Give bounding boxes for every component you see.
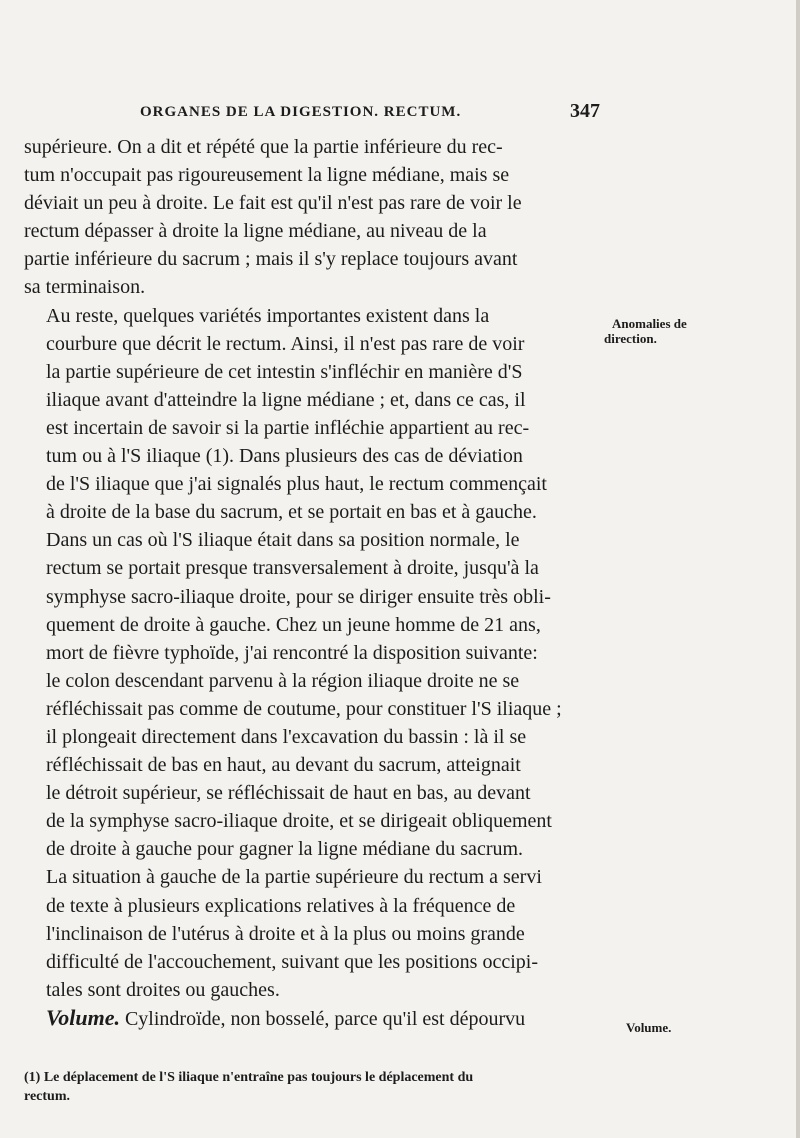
paragraph-2 bbox=[24, 302, 604, 1004]
footnote-line-2: rectum. bbox=[24, 1089, 70, 1104]
text-line: tales sont droites ou gauches. bbox=[46, 978, 280, 1001]
text-line: réfléchissait de bas en haut, au devant du sacrum, atteignait bbox=[46, 754, 521, 777]
page-number: 347 bbox=[570, 100, 600, 122]
text-line: mort de fièvre typhoïde, j'ai rencontré la disposition suivante: bbox=[46, 641, 538, 664]
text-line: Dans un cas où l'S iliaque était dans sa position normale, le bbox=[46, 529, 520, 552]
main-text bbox=[24, 133, 604, 1033]
margin-note-volume: Volume. bbox=[626, 1020, 672, 1035]
text-line: symphyse sacro-iliaque droite, pour se diriger ensuite très obli- bbox=[46, 585, 551, 608]
text-line: déviait un peu à droite. Le fait est qu'il n'est pas rare de voir le bbox=[24, 192, 522, 215]
text-line: le détroit supérieur, se réfléchissait de haut en bas, au devant bbox=[46, 782, 531, 805]
text-line: iliaque avant d'atteindre la ligne médiane ; et, dans ce cas, il bbox=[46, 388, 526, 411]
header-title: ORGANES DE LA DIGESTION. RECTUM. bbox=[140, 104, 462, 120]
text-line: sa terminaison. bbox=[24, 276, 146, 299]
page-edge bbox=[796, 0, 800, 1138]
text-line: partie inférieure du sacrum ; mais il s'y replace toujours avant bbox=[24, 248, 518, 271]
margin-note-anomalies bbox=[604, 316, 722, 346]
text-line: courbure que décrit le rectum. Ainsi, il n'est pas rare de voir bbox=[46, 332, 525, 355]
footnote-line-1: (1) Le déplacement de l'S iliaque n'entraîne pas toujours le déplacement du bbox=[24, 1070, 474, 1085]
text-line: réfléchissait pas comme de coutume, pour constituer l'S iliaque ; bbox=[46, 697, 562, 720]
text-line: la partie supérieure de cet intestin s'infléchir en manière d'S bbox=[46, 360, 523, 383]
text-line: de la symphyse sacro-iliaque droite, et se dirigeait obliquement bbox=[46, 810, 552, 833]
text-line: difficulté de l'accouchement, suivant que les positions occipi- bbox=[46, 950, 538, 973]
text-line: il plongeait directement dans l'excavation du bassin : là il se bbox=[46, 725, 527, 748]
text-line: La situation à gauche de la partie supérieure du rectum a servi bbox=[46, 866, 542, 889]
text-line: est incertain de savoir si la partie infléchie appartient au rec- bbox=[46, 416, 530, 439]
text-line: l'inclinaison de l'utérus à droite et à la plus ou moins grande bbox=[46, 922, 525, 945]
paragraph-3 bbox=[24, 1004, 604, 1033]
footnote bbox=[24, 1068, 604, 1106]
text-line: supérieure. On a dit et répété que la partie inférieure du rec- bbox=[24, 136, 503, 158]
text-line: Au reste, quelques variétés importantes existent dans la bbox=[46, 304, 490, 327]
running-header bbox=[140, 100, 600, 128]
text-line: de l'S iliaque que j'ai signalés plus haut, le rectum commençait bbox=[46, 473, 547, 496]
paragraph-1 bbox=[24, 133, 604, 302]
volume-text: Cylindroïde, non bosselé, parce qu'il est dépourvu bbox=[119, 1007, 526, 1030]
text-line: tum n'occupait pas rigoureusement la ligne médiane, mais se bbox=[24, 164, 510, 187]
text-line: à droite de la base du sacrum, et se portait en bas et à gauche. bbox=[46, 501, 537, 524]
text-line: rectum se portait presque transversalement à droite, jusqu'à la bbox=[46, 557, 539, 580]
text-line: de texte à plusieurs explications relatives à la fréquence de bbox=[46, 894, 516, 917]
text-line: quement de droite à gauche. Chez un jeune homme de 21 ans, bbox=[46, 613, 541, 636]
margin-note-anomalies-line2: direction. bbox=[604, 331, 657, 346]
text-line: tum ou à l'S iliaque (1). Dans plusieurs des cas de déviation bbox=[46, 445, 523, 468]
text-line: de droite à gauche pour gagner la ligne médiane du sacrum. bbox=[46, 838, 524, 861]
text-line: le colon descendant parvenu à la région iliaque droite ne se bbox=[46, 669, 520, 692]
margin-note-anomalies-line1: Anomalies de bbox=[612, 316, 687, 331]
text-line: rectum dépasser à droite la ligne médiane, au niveau de la bbox=[24, 220, 487, 243]
volume-label: Volume. bbox=[46, 1004, 120, 1030]
